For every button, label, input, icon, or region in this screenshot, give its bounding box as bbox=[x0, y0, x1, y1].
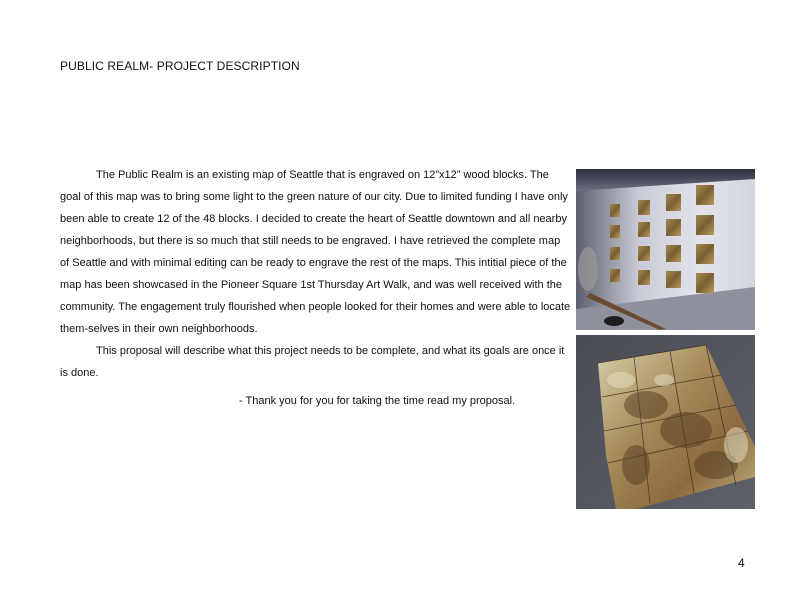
signoff-line: - Thank you for you for taking the time read my proposal. bbox=[239, 395, 516, 407]
page-title: PUBLIC REALM- PROJECT DESCRIPTION bbox=[60, 59, 300, 73]
gallery-wall-photo bbox=[576, 169, 755, 330]
floor-blocks-photo bbox=[576, 335, 755, 509]
proposal-text: This proposal will describe what this project needs to be complete, and what its goals are once it is done. bbox=[60, 345, 565, 379]
proposal-paragraph bbox=[60, 340, 572, 384]
gallery-wall-image bbox=[576, 169, 755, 330]
floor-blocks-image bbox=[576, 335, 755, 509]
page-number: 4 bbox=[738, 556, 745, 570]
intro-text: The Public Realm is an existing map of Seattle that is engraved on 12”x12” wood blocks. The goal of this map was to bring some light to the green nature of our city. Due to limited funding I have only been able to create 12 of the 48 blocks. I decided to create the heart of Seattle downtown and all nearby neighborhoods, but there is so much that still needs to be engraved. I have retrieved the complete map of Seattle and with minimal editing can be ready to engrave the rest of the maps. This intitial piece of the map has been showcased in the Pioneer Square 1st Thursday Art Walk, and was well received with the community. The engagement truly flourished when people looked for their homes and were able to locate them-selves in their own neighborhoods. bbox=[60, 169, 571, 335]
intro-paragraph bbox=[60, 164, 572, 340]
project-description bbox=[60, 164, 572, 412]
